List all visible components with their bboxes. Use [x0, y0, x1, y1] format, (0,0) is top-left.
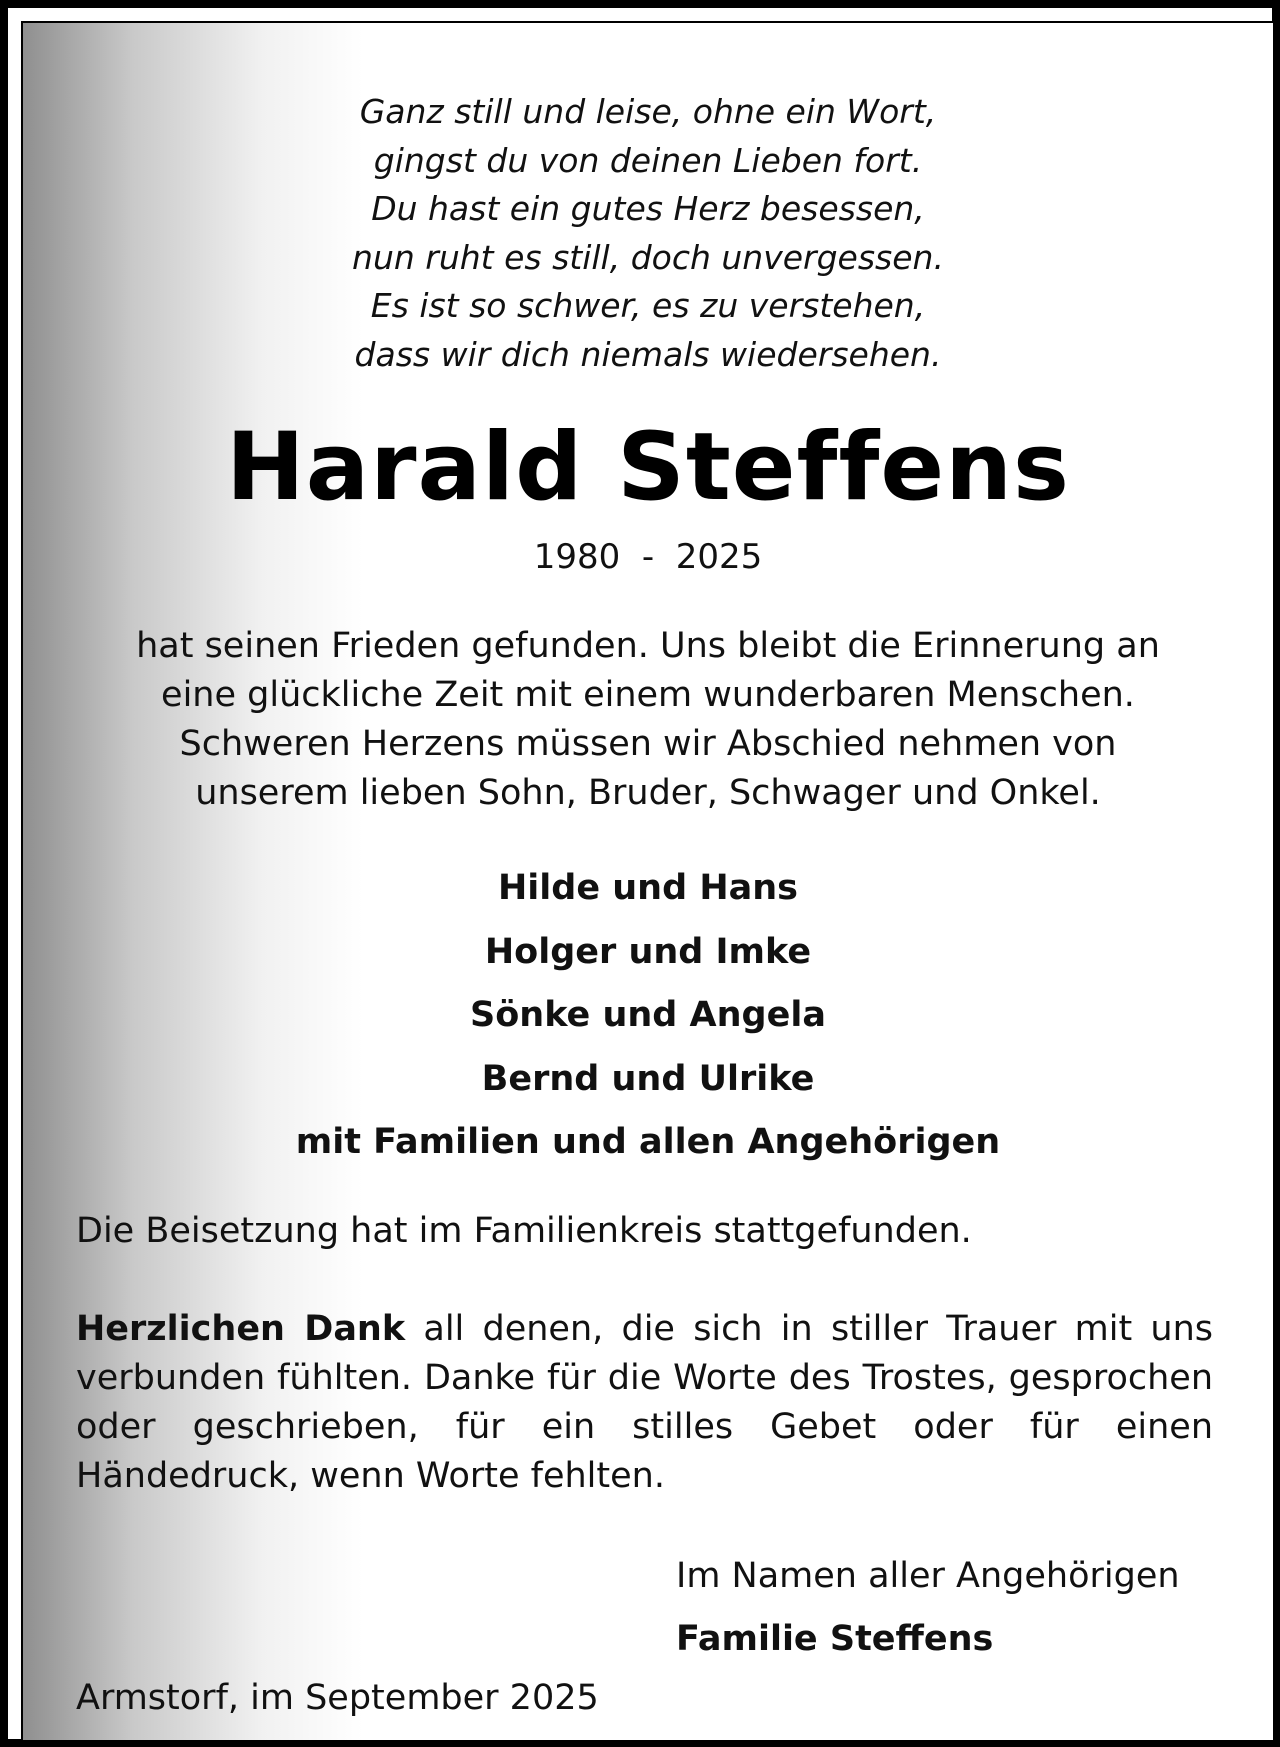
signature-family: Familie Steffens — [676, 1619, 994, 1659]
signature-line: Im Namen aller Angehörigen — [676, 1556, 1180, 1596]
poem-line: Du hast ein gutes Herz besessen, — [371, 189, 925, 228]
mourners-list — [23, 857, 1273, 1175]
poem-line: Ganz still und leise, ohne ein Wort, — [359, 92, 937, 131]
poem — [23, 88, 1273, 379]
life-years: 1980 - 2025 — [533, 537, 763, 577]
obituary-notice — [21, 21, 1275, 1742]
intro-text — [23, 622, 1273, 818]
thanks-lead: Herzlichen Dank — [76, 1309, 406, 1349]
poem-line: Es ist so schwer, es zu verstehen, — [370, 286, 926, 325]
thanks-paragraph — [76, 1305, 1213, 1501]
mourner-entry: Sönke und Angela — [470, 995, 826, 1035]
mourner-entry: mit Familien und allen Angehörigen — [295, 1122, 1001, 1162]
poem-line: nun ruht es still, doch unvergessen. — [352, 237, 944, 277]
signature-block — [676, 1545, 1180, 1671]
thanks-text: all denen, die sich in stiller Trauer mit uns verbunden fühlten. Danke für die Worte des Trostes, gesprochen oder geschrieben, für ein stilles Gebet oder für einen Händedruck, wenn Worte fehlten. — [76, 1309, 1213, 1496]
deceased-name: Harald Steffens — [226, 413, 1070, 522]
place-date: Armstorf, im September 2025 — [76, 1678, 599, 1718]
intro-line: hat seinen Frieden gefunden. Uns bleibt die Erinnerung an — [136, 626, 1160, 666]
burial-note: Die Beisetzung hat im Familienkreis stattgefunden. — [76, 1211, 972, 1251]
poem-line: gingst du von deinen Lieben fort. — [373, 140, 923, 180]
intro-line: eine glückliche Zeit mit einem wunderbaren Menschen. — [161, 675, 1135, 715]
poem-line: dass wir dich niemals wiedersehen. — [354, 334, 942, 374]
intro-line: unserem lieben Sohn, Bruder, Schwager und Onkel. — [195, 773, 1101, 813]
intro-line: Schweren Herzens müssen wir Abschied nehmen von — [179, 724, 1117, 764]
mourner-entry: Holger und Imke — [484, 931, 812, 972]
mourner-entry: Bernd und Ulrike — [481, 1058, 815, 1099]
mourner-entry: Hilde und Hans — [498, 868, 798, 908]
